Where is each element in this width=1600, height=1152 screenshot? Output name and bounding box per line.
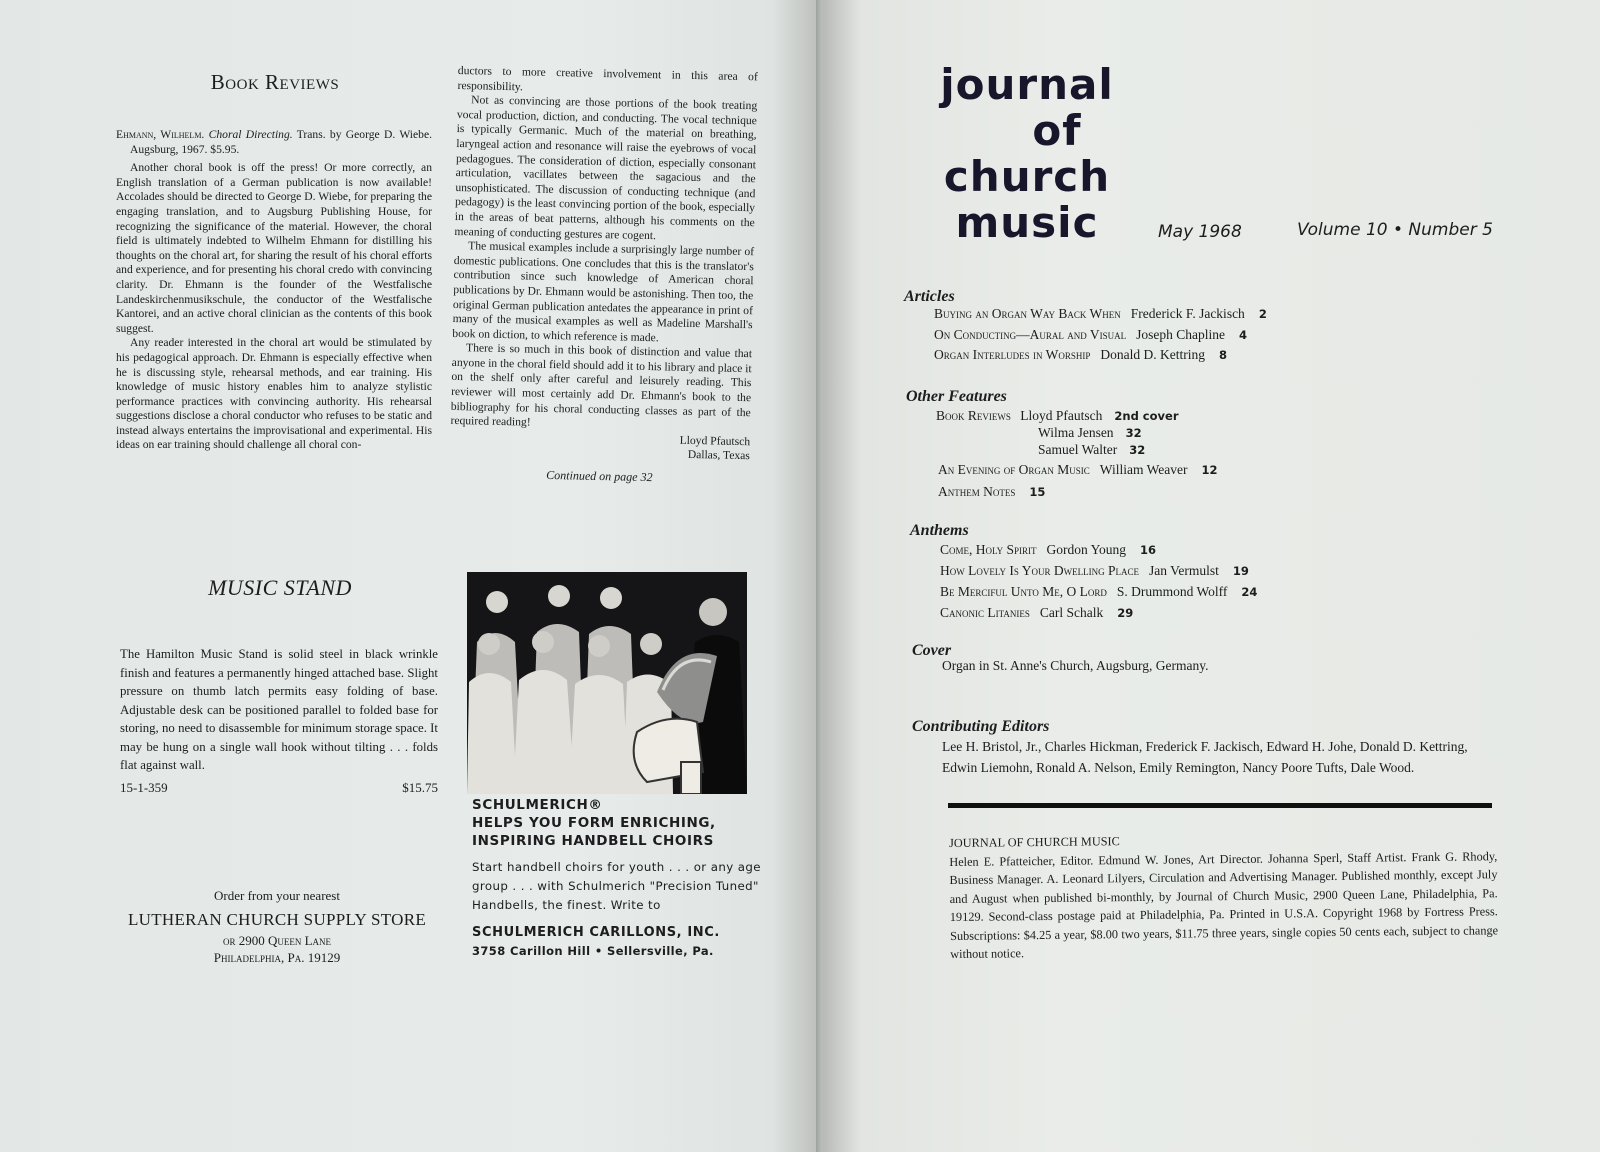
- store-address-2: Philadelphia, Pa. 19129: [213, 950, 341, 965]
- toc-title: Anthem Notes: [938, 484, 1016, 499]
- music-stand-title: MUSIC STAND: [208, 575, 352, 600]
- toc-reviewer-line: [1038, 442, 1145, 458]
- ad-headline: INSPIRING HANDBELL CHOIRS: [472, 833, 714, 849]
- review-paragraph: Another choral book is off the press! Or more correctly, an English translation of a German publication is now available! Accolades should be directed to George D. Wiebe, for preparing the engaging translation, and to Augsburg Publishing House, for recognizing the significance of the material. However, the choral field is ultimately indebted to Wilhelm Ehmann for distilling his thoughts on the choral art, for sharing the result of his choral efforts and experience, and for presenting his choral credo with convincing clarity. Dr. Ehmann is the founder of the Westfalische Landeskirchenmusikschule, the conductor of the Westfalische Kantorei, and an active choral clinician as the contents of this book suggest.: [116, 161, 432, 335]
- reviewer-place: Dallas, Texas: [687, 448, 750, 463]
- price: $15.75: [402, 780, 438, 795]
- toc-page: 32: [1129, 443, 1146, 457]
- review-column-2: [449, 64, 758, 487]
- divider-rule: [948, 803, 1492, 808]
- toc-page: 2nd cover: [1114, 409, 1179, 423]
- toc-author: William Weaver: [1099, 462, 1188, 477]
- cover-description: Organ in St. Anne's Church, Augsburg, Germany.: [942, 658, 1209, 673]
- cover-heading: Cover: [912, 642, 952, 659]
- music-stand-order-row: [120, 780, 438, 796]
- ad-body: Start handbell choirs for youth . . . or any age group . . . with Schulmerich "Precision Tuned" Handbells, the finest. Write to: [472, 860, 761, 912]
- toc-anthem: [940, 563, 1249, 579]
- toc-article: [934, 347, 1227, 363]
- features-heading: Other Features: [906, 388, 1007, 405]
- schulmerich-ad: [472, 796, 762, 958]
- ad-headline: HELPS YOU FORM ENRICHING,: [472, 815, 716, 831]
- toc-page: 29: [1117, 606, 1134, 620]
- ad-brand: SCHULMERICH®: [472, 797, 603, 813]
- masthead: [922, 62, 1132, 246]
- toc-title: On Conducting—Aural and Visual: [934, 327, 1127, 342]
- masthead-line: music: [955, 198, 1099, 247]
- imprint-text: Helen E. Pfatteicher, Editor. Edmund W. Jones, Art Director. Johanna Sperl, Staff Artist. Frank G. Rhody, Business Manager. A. Leonard Lilyers, Circulation and Advertising Manager. Published monthly, except July and August when published bi-monthly, by Journal of Church Music, 2900 Queen Lane, Philadelphia, Pa. 19129. Second-class postage paid at Philadelphia, Pa. Printed in U.S.A. Copyright 1968 by Fortress Press. Subscriptions: $4.25 a year, $8.00 two years, $11.75 three years, single copies 50 cents each, subject to change without notice.: [949, 848, 1499, 961]
- review-column-1: [116, 128, 432, 453]
- toc-author: Donald D. Kettring: [1100, 347, 1205, 362]
- review-citation: [116, 128, 432, 157]
- toc-page: 16: [1140, 543, 1157, 557]
- order-line: Order from your nearest: [214, 888, 340, 903]
- toc-title: An Evening of Organ Music: [938, 462, 1090, 477]
- ad-company: SCHULMERICH CARILLONS, INC.: [472, 925, 720, 940]
- toc-reviewer: Samuel Walter: [1038, 442, 1118, 457]
- masthead-line: of: [1032, 106, 1082, 155]
- toc-page: 4: [1239, 328, 1248, 342]
- articles-heading: Articles: [904, 288, 955, 305]
- toc-feature: [938, 484, 1045, 500]
- editors-heading: Contributing Editors: [912, 718, 1050, 735]
- book-reviews-title: Book Reviews: [210, 70, 340, 94]
- music-stand-description: The Hamilton Music Stand is solid steel in black wrinkle finish and features a permanently hinged attached base. Slight pressure on thumb latch permits easy folding of base. Adjustable desk can be positioned parallel to folded base for storing, no need to disassemble for minimum storage space. It may be hung on a single wall hook without tilting . . . folds flat against wall.: [120, 647, 438, 772]
- toc-anthem: [940, 542, 1156, 558]
- toc-title: Canonic Litanies: [940, 605, 1030, 620]
- toc-article: [934, 306, 1267, 322]
- toc-page: 24: [1241, 585, 1258, 599]
- toc-page: 19: [1232, 564, 1249, 578]
- imprint-title: JOURNAL OF CHURCH MUSIC: [949, 834, 1120, 850]
- anthems-heading: Anthems: [910, 522, 969, 539]
- toc-title: Organ Interludes in Worship: [934, 347, 1091, 362]
- toc-author: Jan Vermulst: [1148, 563, 1219, 578]
- toc-feature: [938, 462, 1218, 478]
- toc-author: Carl Schalk: [1039, 605, 1104, 620]
- review-paragraph: The musical examples include a surprisingly large number of domestic publications. One concludes that this is the translator's contribution since such knowledge of American choral publications by Dr. Ehmann would be astonishing. Then too, the original German publication antedates the appearance in print of many of the musical examples as well as Madeline Marshall's book on diction, to which reference is made.: [452, 239, 755, 344]
- choir-illustration: [467, 572, 747, 794]
- continued-note: Continued on page 32: [546, 467, 653, 485]
- review-paragraph: ductors to more creative involvement in this area of responsibility.: [457, 64, 758, 93]
- toc-page: 2: [1258, 307, 1267, 321]
- editors-list: Lee H. Bristol, Jr., Charles Hickman, Frederick F. Jackisch, Edward H. Johe, Donald D. Kettring, Edwin Liemohn, Ronald A. Nelson, Emily Remington, Nancy Poore Tufts, Dale Wood.: [942, 739, 1468, 775]
- issue-volume: Volume 10 • Number 5: [1297, 220, 1493, 240]
- toc-page: 15: [1029, 485, 1046, 499]
- review-paragraph: Not as convincing are those portions of the book treating vocal production, diction, and conducting. The vocal technique is typically Germanic. Much of the material on breathing, laryngeal action and resonance will raise the eyebrows of vocal pedagogues. The consideration of diction, especially consonant articulation, vacillates between the sagacious and the unsophisticated. The discussion of conducting technique (and pedagogy) is the least convincing portion of the book, especially in the areas of beat patterns, although his comments on the meaning of conducting gestures are cogent.: [454, 93, 758, 242]
- toc-title: Book Reviews: [936, 408, 1011, 423]
- toc-title: Come, Holy Spirit: [940, 542, 1037, 557]
- masthead-line: journal: [940, 60, 1114, 109]
- toc-page: 8: [1218, 348, 1227, 362]
- toc-author: Gordon Young: [1046, 542, 1127, 557]
- toc-author: S. Drummond Wolff: [1116, 584, 1228, 599]
- toc-page: 12: [1201, 463, 1218, 477]
- citation-title: Choral Directing.: [208, 128, 293, 141]
- toc-anthem: [940, 605, 1133, 621]
- ad-address: 3758 Carillon Hill • Sellersville, Pa.: [472, 944, 714, 958]
- review-paragraph: There is so much in this book of distinction and value that anyone in the choral field should add it to his library and place it on the shelf only after careful and leisurely reading. This reviewer will most certainly add Dr. Ehmann's book to the bibliography for his choral conducting classes as part of the required reading!: [450, 341, 753, 429]
- toc-reviewer: Lloyd Pfautsch: [1020, 408, 1103, 423]
- imprint: [949, 828, 1498, 963]
- toc-reviewer-line: [1038, 425, 1142, 441]
- toc-article: [934, 327, 1247, 343]
- citation-author: Ehmann, Wilhelm.: [116, 128, 205, 141]
- store-name: LUTHERAN CHURCH SUPPLY STORE: [127, 910, 427, 929]
- order-info: [112, 888, 442, 966]
- catalog-number: 15-1-359: [120, 780, 168, 795]
- toc-title: Buying an Organ Way Back When: [934, 306, 1121, 321]
- toc-page: 32: [1125, 426, 1142, 440]
- toc-author: Frederick F. Jackisch: [1130, 306, 1245, 321]
- toc-book-reviews: [936, 408, 1178, 424]
- handbell-choir-photo: [467, 572, 747, 794]
- store-address-1: or 2900 Queen Lane: [222, 933, 332, 948]
- issue-date: May 1968: [1158, 222, 1242, 242]
- citation-details: Trans. by George D. Wiebe. Augsburg, 1967. $5.95.: [130, 128, 433, 156]
- toc-title: How Lovely Is Your Dwelling Place: [940, 563, 1139, 578]
- review-paragraph: Any reader interested in the choral art would be stimulated by his pedagogical approach. Dr. Ehmann is especially effective when he is discussing style, rehearsal methods, and ear training. His knowledge of music history enables him to analyze stylistic performance practices with convincing authority. His rehearsal suggestions disclose a choral conductor who refuses to be static and instead always entertains the improvisational and experimental. His ideas on ear training should challenge all choral con-: [116, 336, 432, 452]
- toc-title: Be Merciful Unto Me, O Lord: [940, 584, 1107, 599]
- reviewer-name: Lloyd Pfautsch: [679, 433, 751, 449]
- masthead-line: church: [943, 152, 1111, 201]
- toc-reviewer: Wilma Jensen: [1038, 425, 1114, 440]
- toc-author: Joseph Chapline: [1136, 327, 1225, 342]
- toc-anthem: [940, 584, 1257, 600]
